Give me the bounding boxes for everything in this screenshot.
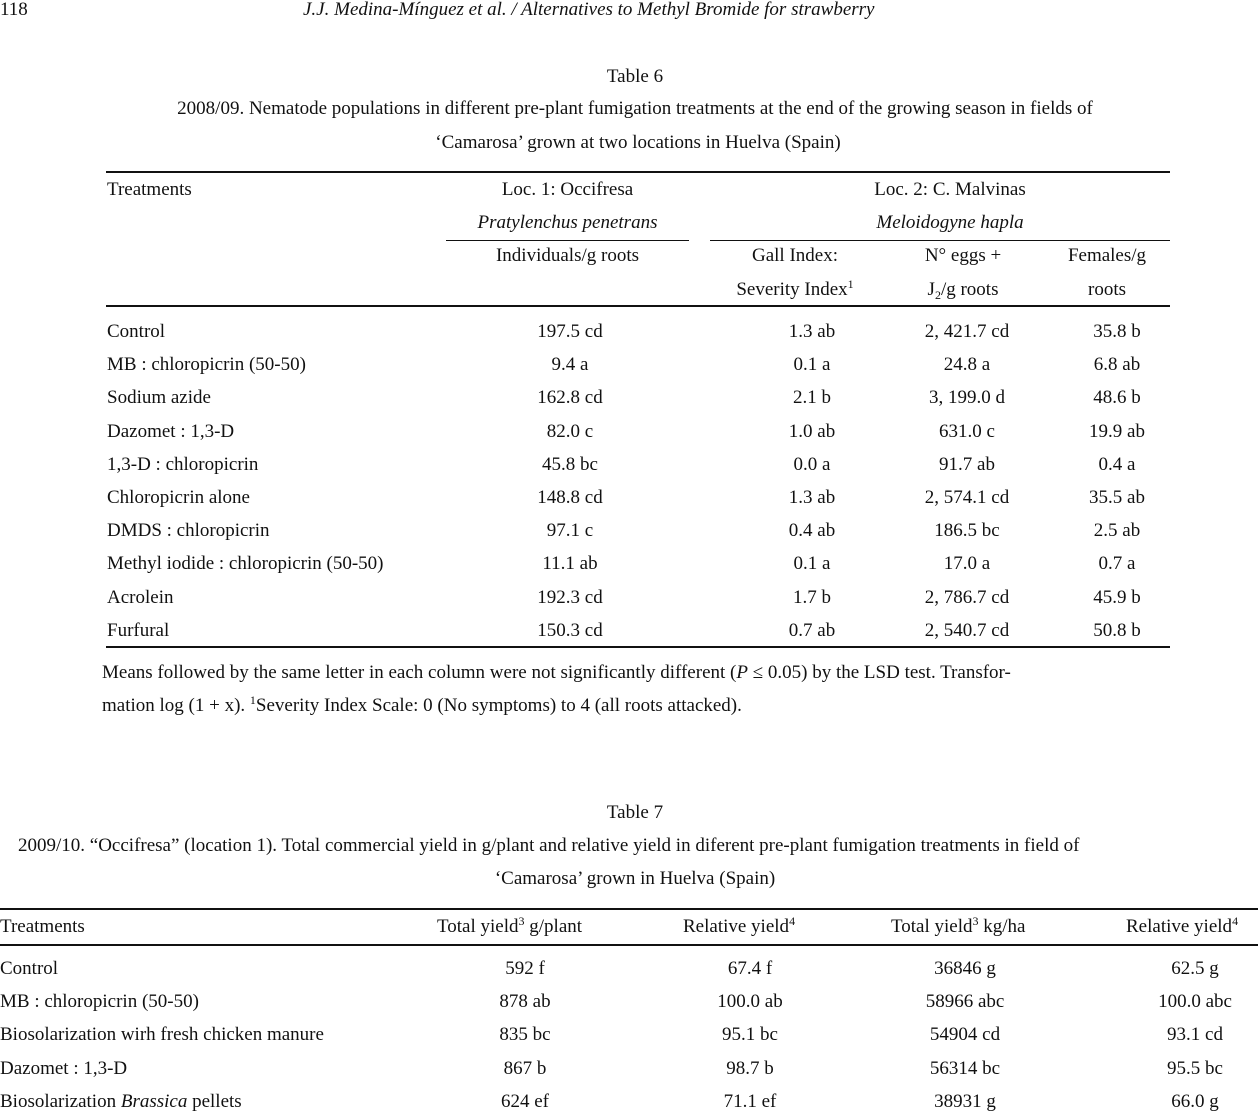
table7-cell-total-yield-gplant: 867 b (503, 1057, 547, 1079)
table7-cell-treatment: Biosolarization wirh fresh chicken manure (0, 1024, 324, 1046)
table6-cell-eggs: 2, 574.1 cd (924, 487, 1010, 508)
table6-cell-individuals: 9.4 a (551, 354, 589, 376)
table7-cell-treatment: Dazomet : 1,3-D (0, 1057, 128, 1079)
table7-caption-line1: 2009/10. “Occifresa” (location 1). Total commercial yield in g/plant and relative yield in diferent pre-plant fumigation treatments in field of (18, 835, 1080, 856)
table7-head-rule (0, 944, 1258, 946)
table6-head-loc1-species: Pratylenchus penetrans (477, 212, 658, 233)
table6-head-loc1: Loc. 1: Occifresa (501, 179, 634, 200)
table7-cell-total-yield-kgha: 38931 g (934, 1090, 996, 1112)
table7-cell-relative-yield-2: 66.0 g (1171, 1090, 1219, 1112)
table6-cell-females: 35.5 ab (1089, 487, 1145, 508)
table7-cell-relative-yield-2: 100.0 abc (1158, 991, 1232, 1013)
table6-cell-treatment: 1,3-D : chloropicrin (107, 453, 259, 475)
table6-cell-females: 35.8 b (1093, 321, 1141, 342)
table6-cell-treatment: Furfural (107, 619, 170, 641)
table6-cell-individuals: 11.1 ab (542, 553, 598, 575)
table7-head-treatments: Treatments (0, 916, 85, 937)
table6-cell-treatment: DMDS : chloropicrin (107, 520, 270, 542)
table6-cell-eggs: 2, 540.7 cd (924, 619, 1010, 641)
table6-head-rule (106, 305, 1170, 307)
table6-cell-treatment: Sodium azide (107, 387, 211, 409)
table6-caption-line1: 2008/09. Nematode populations in different pre-plant fumigation treatments at the end of the growing season in fields of (177, 98, 1093, 119)
table6-cell-treatment: Acrolein (107, 586, 174, 608)
table6-head-females-line1: Females/g (1067, 245, 1147, 266)
table7-cell-relative-yield-1: 100.0 ab (717, 991, 783, 1013)
table7-cell-treatment: Biosolarization Brassica pellets (0, 1090, 242, 1112)
table6-cell-treatment: MB : chloropicrin (50-50) (107, 354, 306, 376)
table7-cell-relative-yield-2: 62.5 g (1171, 958, 1219, 979)
table6-cell-eggs: 24.8 a (943, 354, 991, 376)
table6-cell-females: 2.5 ab (1093, 520, 1141, 542)
table6-cell-gall-index: 1.3 ab (788, 321, 836, 342)
table6-head-eggs-line1: N° eggs + (924, 245, 1002, 266)
table6-head-gall-line2: Severity Index$^1$ (736, 277, 854, 300)
table6-cell-eggs: 3, 199.0 d (929, 387, 1005, 409)
table6-cell-gall-index: 0.1 a (793, 553, 831, 575)
table6-cell-females: 50.8 b (1093, 619, 1141, 641)
table7-top-rule (0, 908, 1258, 910)
table6-cell-females: 19.9 ab (1089, 420, 1145, 442)
table7-cell-treatment: MB : chloropicrin (50-50) (0, 991, 199, 1013)
table7-label: Table 7 (606, 802, 664, 823)
table7-head-total-yield-gplant: Total yield$^3$ g/plant (437, 914, 583, 937)
table6-label: Table 6 (606, 66, 664, 87)
table6-bottom-rule (106, 646, 1170, 648)
table7-cell-relative-yield-2: 95.5 bc (1167, 1057, 1223, 1079)
table6-cell-gall-index: 0.1 a (793, 354, 831, 376)
table6-cell-treatment: Dazomet : 1,3-D (107, 420, 235, 442)
table6-loc2-rule (710, 240, 1170, 241)
table6-cell-gall-index: 1.0 ab (788, 420, 836, 442)
table6-footnote-line1: Means followed by the same letter in each column were not significantly different (P ≤ 0.05) by the LSD test. Transfor- (102, 662, 1011, 683)
table6-cell-eggs: 2, 786.7 cd (924, 586, 1010, 608)
table6-cell-females: 45.9 b (1093, 586, 1141, 608)
table6-cell-individuals: 162.8 cd (537, 387, 603, 409)
table6-cell-treatment: Methyl iodide : chloropicrin (50-50) (107, 553, 384, 575)
table6-cell-females: 6.8 ab (1093, 354, 1141, 376)
table6-head-eggs-line2: $J_2/g$ roots (927, 279, 999, 302)
table7-cell-relative-yield-1: 98.7 b (726, 1057, 774, 1079)
table6-footnote-line2: mation log (1 + x). $^1$Severity Index Scale: 0 (No symptoms) to 4 (all roots attacked). (102, 693, 742, 716)
table7-cell-total-yield-kgha: 54904 cd (929, 1024, 1001, 1046)
table6-cell-individuals: 82.0 c (546, 420, 594, 442)
table6-cell-eggs: 186.5 bc (934, 520, 1000, 542)
table6-cell-individuals: 45.8 bc (542, 453, 598, 475)
table6-cell-individuals: 150.3 cd (537, 619, 603, 641)
table6-cell-gall-index: 0.7 ab (788, 619, 836, 641)
table6-cell-eggs: 91.7 ab (939, 453, 995, 475)
table7-cell-relative-yield-1: 95.1 bc (722, 1024, 778, 1046)
table6-cell-treatment: Chloropicrin alone (107, 487, 250, 508)
table7-cell-total-yield-kgha: 36846 g (934, 958, 996, 979)
table6-cell-females: 0.7 a (1098, 553, 1136, 575)
table7-head-relative-yield-1: Relative yield$^4$ (683, 914, 796, 937)
table7-cell-total-yield-gplant: 835 bc (499, 1024, 551, 1046)
page-number: 118 (0, 0, 28, 20)
table6-cell-females: 0.4 a (1098, 453, 1136, 475)
table6-head-loc2: Loc. 2: C. Malvinas (874, 179, 1026, 200)
table6-cell-individuals: 148.8 cd (537, 487, 603, 508)
table6-loc1-rule (446, 240, 689, 241)
table7-cell-relative-yield-1: 67.4 f (727, 958, 773, 979)
table6-caption-line2: ‘Camarosa’ grown at two locations in Huelva (Spain) (435, 132, 841, 153)
table7-cell-total-yield-gplant: 592 f (505, 958, 545, 979)
table6-cell-individuals: 197.5 cd (537, 321, 603, 342)
table6-cell-eggs: 17.0 a (943, 553, 991, 575)
table6-cell-eggs: 631.0 c (939, 420, 995, 442)
table7-cell-total-yield-gplant: 878 ab (499, 991, 551, 1013)
table6-cell-gall-index: 0.0 a (793, 453, 831, 475)
table7-cell-treatment: Control (0, 958, 59, 979)
table7-cell-relative-yield-2: 93.1 cd (1167, 1024, 1223, 1046)
table6-cell-gall-index: 0.4 ab (788, 520, 836, 542)
table7-head-total-yield-kgha: Total yield$^3$ kg/ha (891, 914, 1026, 937)
table6-cell-gall-index: 1.7 b (793, 586, 831, 608)
table6-cell-individuals: 97.1 c (546, 520, 594, 542)
table7-cell-total-yield-kgha: 56314 bc (929, 1057, 1001, 1079)
table6-cell-gall-index: 2.1 b (793, 387, 831, 409)
table6-head-loc2-species: Meloidogyne hapla (876, 212, 1024, 233)
table6-cell-treatment: Control (107, 321, 166, 342)
table6-cell-individuals: 192.3 cd (537, 586, 603, 608)
table7-caption-line2: ‘Camarosa’ grown in Huelva (Spain) (494, 868, 776, 889)
table6-head-treatments: Treatments (107, 179, 192, 200)
table6-cell-females: 48.6 b (1093, 387, 1141, 409)
table6-head-females-line2: roots (1088, 279, 1126, 300)
table6-top-rule (106, 171, 1170, 173)
table7-cell-relative-yield-1: 71.1 ef (723, 1090, 777, 1112)
running-title: J.J. Medina-Mínguez et al. / Alternatives to Methyl Bromide for strawberry (303, 0, 875, 20)
table6-head-gall-line1: Gall Index: (751, 245, 838, 266)
table7-head-relative-yield-2: Relative yield$^4$ (1126, 914, 1239, 937)
table7-cell-total-yield-gplant: 624 ef (500, 1090, 549, 1112)
table7-cell-total-yield-kgha: 58966 abc (925, 991, 1005, 1013)
table6-head-individuals: Individuals/g roots (495, 245, 640, 266)
table6-cell-gall-index: 1.3 ab (788, 487, 836, 508)
table6-cell-eggs: 2, 421.7 cd (924, 321, 1010, 342)
